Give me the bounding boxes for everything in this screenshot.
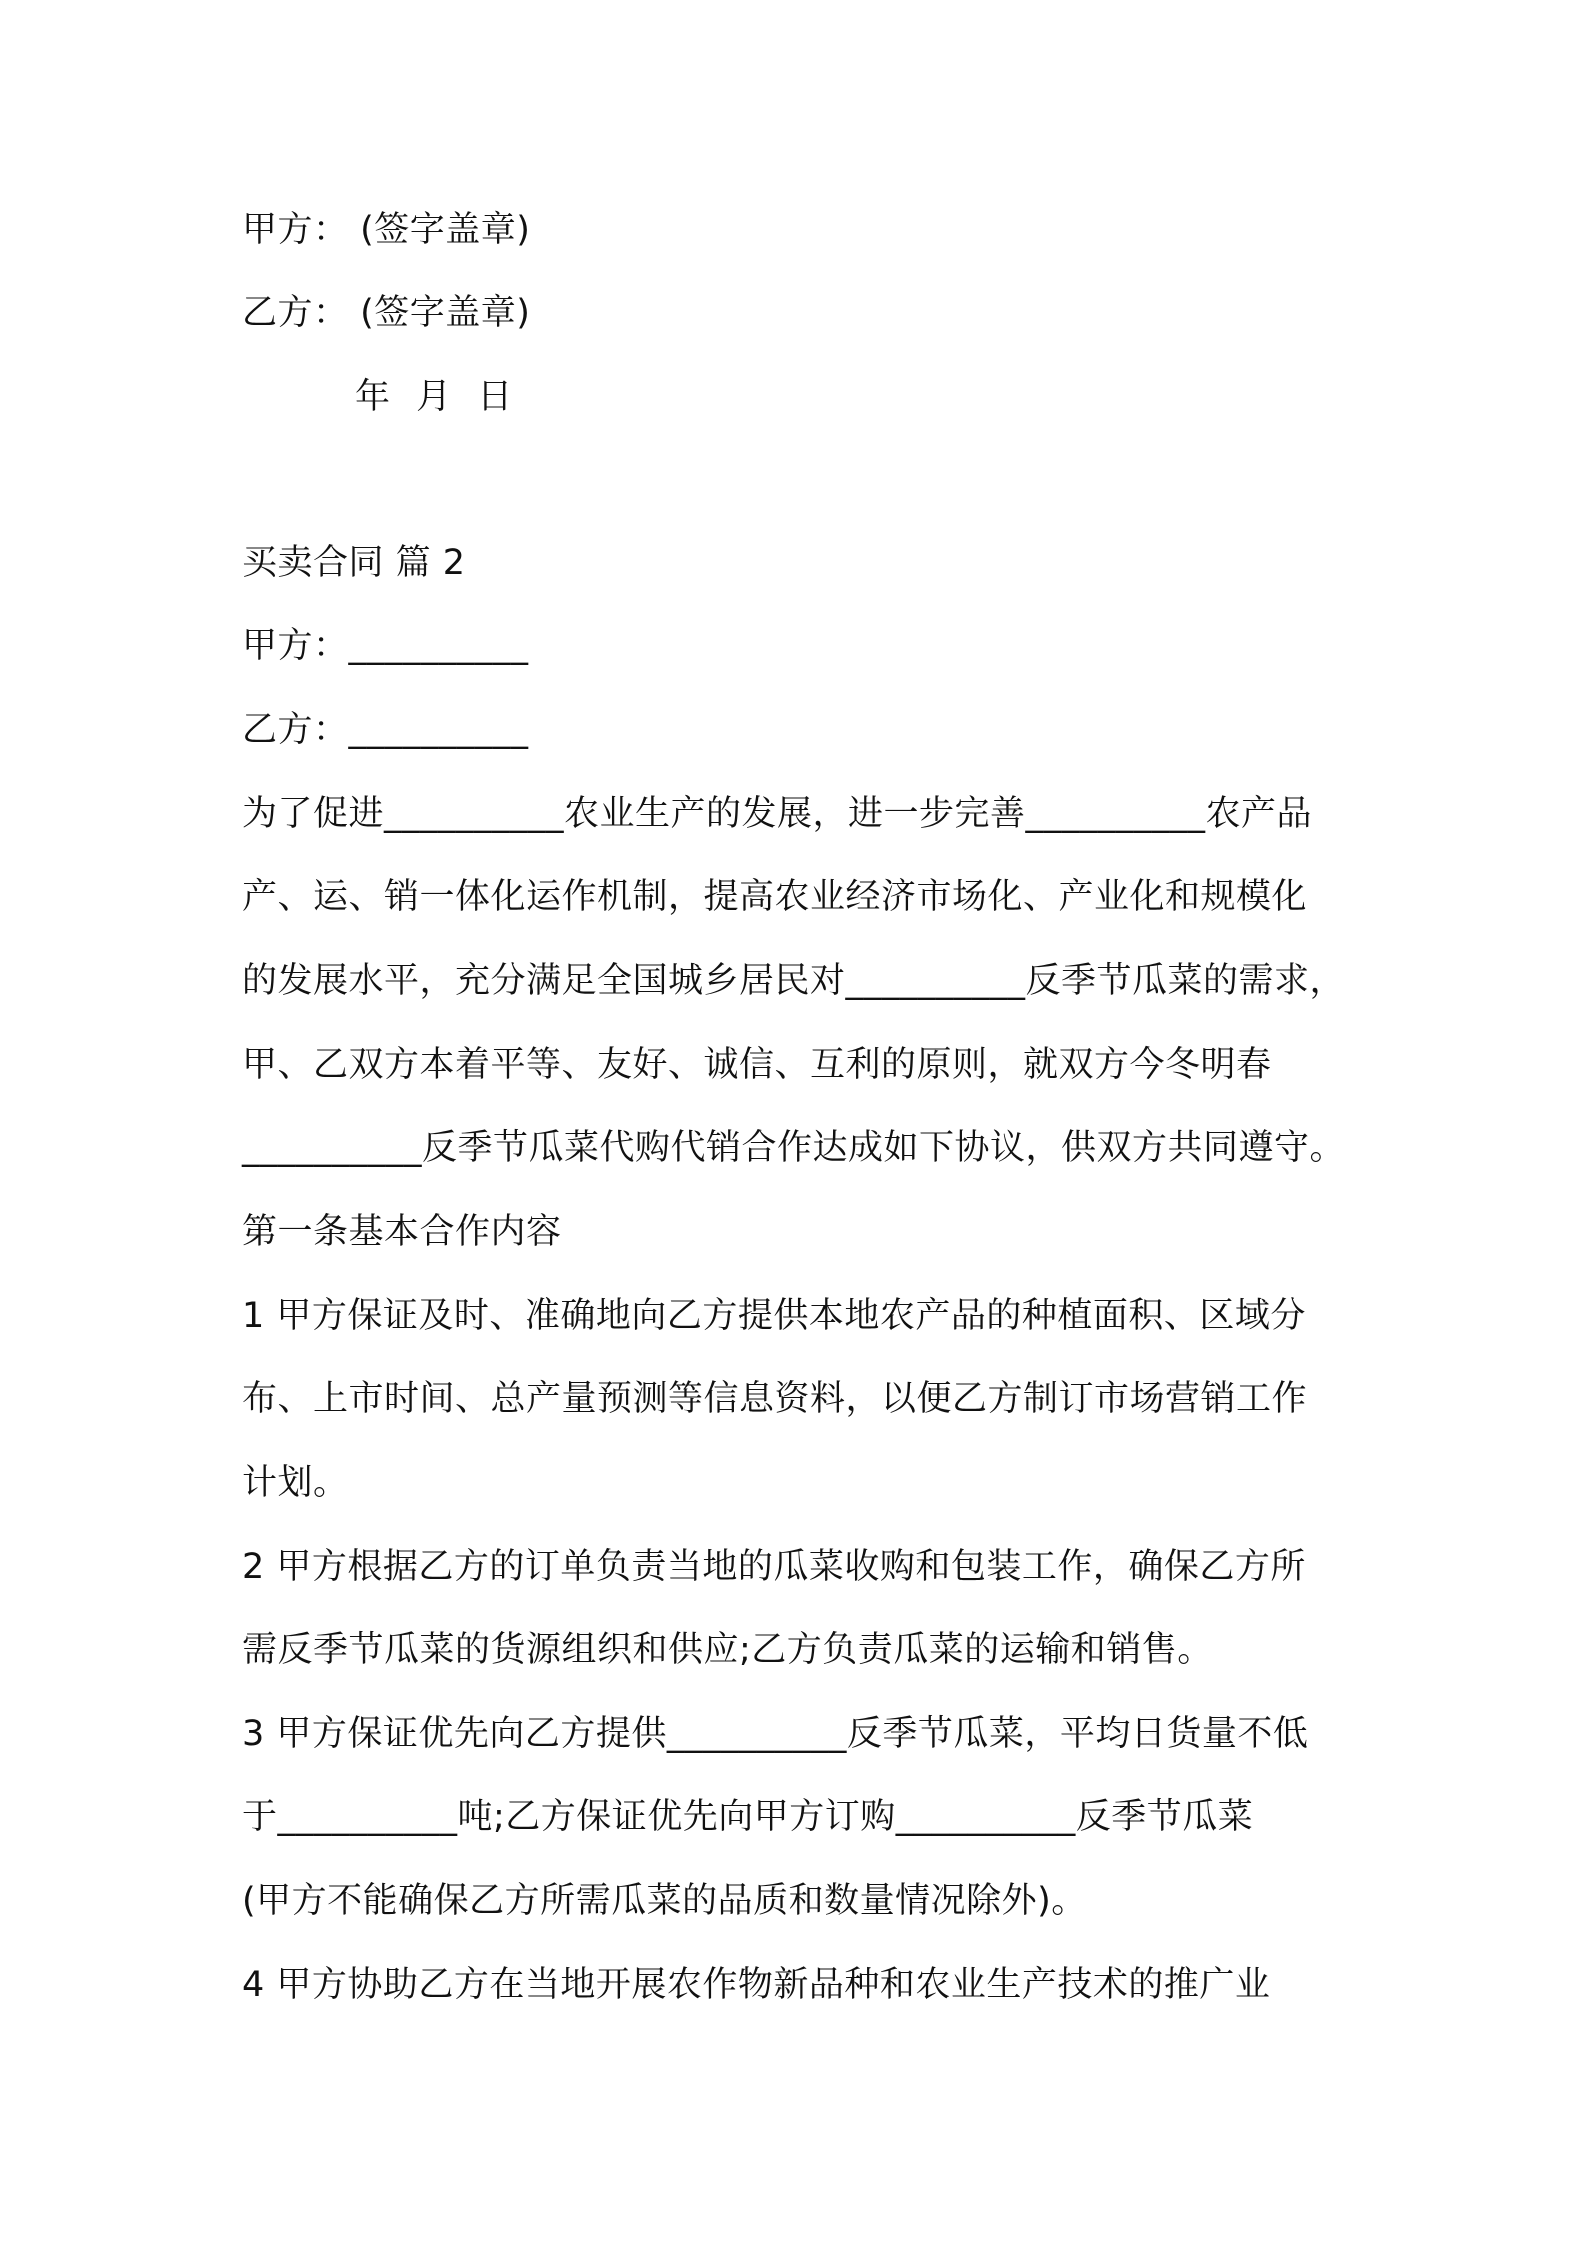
- clause-2-line: 需反季节瓜菜的货源组织和供应;乙方负责瓜菜的运输和销售。: [242, 1630, 1213, 1670]
- clause-2-line: 2 甲方根据乙方的订单负责当地的瓜菜收购和包装工作，确保乙方所: [242, 1547, 1306, 1587]
- clause-1-line: 1 甲方保证及时、准确地向乙方提供本地农产品的种植面积、区域分: [242, 1296, 1306, 1336]
- preamble-line: __________反季节瓜菜代购代销合作达成如下协议，供双方共同遵守。: [242, 1128, 1346, 1168]
- article-1-title: 第一条基本合作内容: [242, 1212, 562, 1252]
- contract-title: 买卖合同 篇 2: [242, 543, 466, 583]
- signature-party-b: 乙方： (签字盖章): [242, 293, 531, 333]
- clause-3-line: (甲方不能确保乙方所需瓜菜的品质和数量情况除外)。: [242, 1881, 1087, 1921]
- preamble-line: 为了促进__________农业生产的发展，进一步完善__________农产品: [242, 794, 1313, 834]
- clause-3-line: 于__________吨;乙方保证优先向甲方订购__________反季节瓜菜: [242, 1797, 1254, 1837]
- signature-party-a: 甲方： (签字盖章): [242, 210, 531, 250]
- signature-date: 年 月 日: [355, 377, 513, 417]
- preamble-line: 甲、乙双方本着平等、友好、诚信、互利的原则，就双方今冬明春: [242, 1045, 1272, 1085]
- preamble-line: 产、运、销一体化运作机制，提高农业经济市场化、产业化和规模化: [242, 877, 1308, 917]
- clause-1-line: 布、上市时间、总产量预测等信息资料，以便乙方制订市场营销工作: [242, 1379, 1308, 1419]
- clause-1-line: 计划。: [242, 1463, 349, 1503]
- clause-4-line: 4 甲方协助乙方在当地开展农作物新品种和农业生产技术的推广业: [242, 1965, 1271, 2005]
- preamble-line: 的发展水平，充分满足全国城乡居民对__________反季节瓜菜的需求，: [242, 961, 1346, 1001]
- contract-party-a: 甲方：__________: [242, 626, 529, 666]
- contract-party-b: 乙方：__________: [242, 710, 529, 750]
- clause-3-line: 3 甲方保证优先向乙方提供__________反季节瓜菜，平均日货量不低: [242, 1714, 1309, 1754]
